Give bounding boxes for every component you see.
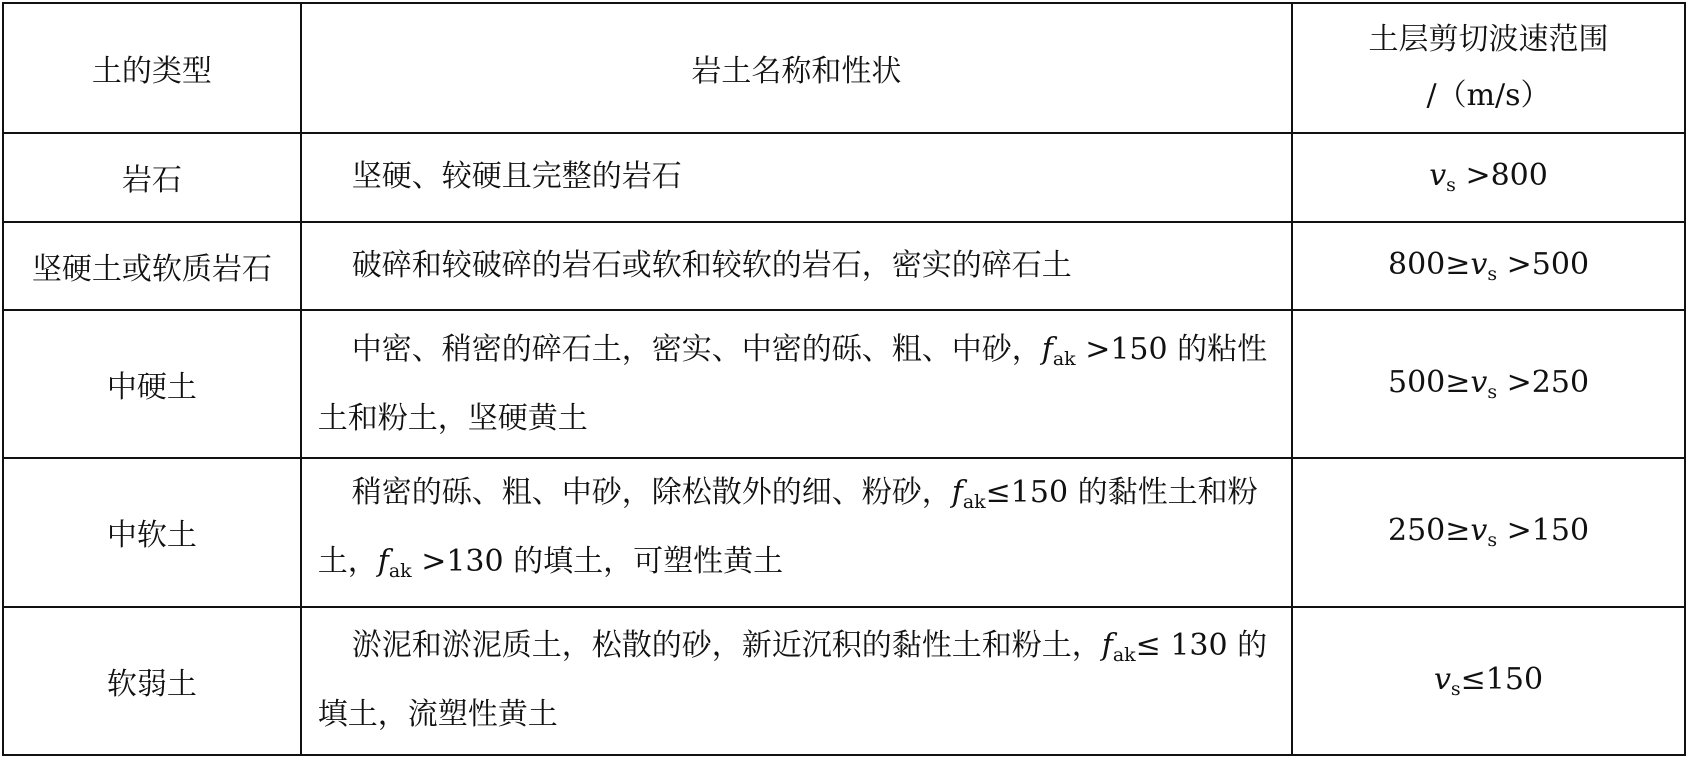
range-variable-subscript: s [1487, 262, 1498, 285]
range-prefix: 800≥ [1387, 246, 1471, 282]
soil-type-cell: 中软土 [3, 458, 301, 606]
description-text: 坚硬、较硬且完整的岩石 [351, 159, 682, 195]
table-row [3, 222, 1685, 310]
range-variable-subscript: s [1446, 174, 1456, 197]
table-row [3, 607, 1685, 755]
description-text: >130 的填土，可塑性黄土 [411, 544, 784, 580]
soil-type-cell: 岩石 [3, 133, 301, 221]
shear-wave-range-cell [1292, 310, 1685, 458]
soil-type-cell: 软弱土 [3, 607, 301, 755]
range-variable-subscript: s [1487, 529, 1498, 552]
description-variable: f [951, 475, 963, 511]
range-suffix: >250 [1497, 365, 1590, 400]
header-soil-description: 岩土名称和性状 [301, 3, 1292, 133]
description-variable-subscript: ak [962, 491, 986, 514]
description-variable: f [377, 544, 389, 580]
shear-wave-range-cell [1292, 222, 1685, 310]
description-variable-subscript: ak [1052, 347, 1076, 370]
header-shear-wave-range-line1: 土层剪切波速范围 [1368, 22, 1609, 58]
description-variable: f [1041, 331, 1053, 367]
soil-description-cell [301, 458, 1292, 606]
description-text: >150 的粘性土和粉土，坚硬黄土 [317, 331, 1268, 436]
shear-wave-range-cell [1292, 133, 1685, 221]
soil-description-cell [301, 222, 1292, 310]
range-variable-subscript: s [1450, 677, 1461, 700]
description-variable-subscript: ak [388, 560, 412, 583]
soil-classification-table [2, 2, 1686, 756]
header-shear-wave-range-line2: /（m/s） [1426, 78, 1551, 114]
description-text: 破碎和较破碎的岩石或软和较软的岩石，密实的碎石土 [351, 247, 1072, 283]
range-variable: v [1429, 158, 1447, 194]
table-row [3, 458, 1685, 606]
soil-description-cell [301, 607, 1292, 755]
table-row [3, 133, 1685, 221]
description-text: ≤ 130 的填土，流塑性黄土 [317, 628, 1268, 733]
table-row [3, 310, 1685, 458]
range-suffix: ≤150 [1460, 661, 1544, 697]
description-variable: f [1101, 628, 1113, 664]
soil-type-cell: 中硬土 [3, 310, 301, 458]
soil-description-cell [301, 133, 1292, 221]
header-soil-type: 土的类型 [3, 3, 301, 133]
soil-description-cell [301, 310, 1292, 458]
range-variable: v [1433, 661, 1451, 697]
range-variable-subscript: s [1487, 381, 1498, 403]
table-header-row [3, 3, 1685, 133]
description-text: ≤150 的黏性土和粉土， [317, 475, 1258, 580]
range-prefix: 250≥ [1387, 513, 1471, 549]
range-variable: v [1470, 246, 1488, 282]
description-text: 中密、稍密的碎石土，密实、中密的砾、粗、中砂， [351, 331, 1042, 367]
header-shear-wave-range [1292, 3, 1685, 133]
description-variable-subscript: ak [1112, 644, 1136, 667]
range-suffix: >800 [1455, 158, 1548, 194]
range-variable: v [1470, 365, 1488, 400]
shear-wave-range-cell [1292, 607, 1685, 755]
soil-type-cell: 坚硬土或软质岩石 [3, 222, 301, 310]
range-prefix: 500≥ [1387, 365, 1471, 400]
range-suffix: >500 [1497, 246, 1590, 282]
range-variable: v [1470, 513, 1488, 549]
range-suffix: >150 [1497, 513, 1590, 549]
description-text: 稍密的砾、粗、中砂，除松散外的细、粉砂， [351, 475, 952, 511]
shear-wave-range-cell [1292, 458, 1685, 606]
description-text: 淤泥和淤泥质土，松散的砂，新近沉积的黏性土和粉土， [351, 628, 1102, 664]
